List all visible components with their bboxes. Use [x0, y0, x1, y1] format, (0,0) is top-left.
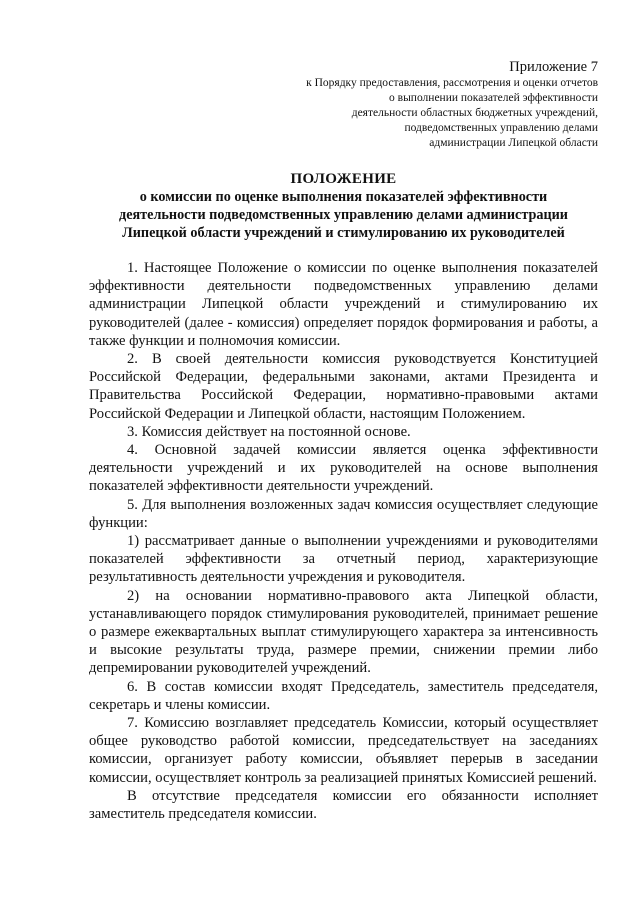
appendix-line: подведомственных управлению делами: [404, 122, 598, 134]
paragraph: 1. Настоящее Положение о комиссии по оценке выполнения показателей эффективности деятельности подведомственных управлению делами администрации Липецкой области учреждений и стимулированию их руководителей (далее - комиссия) определяет порядок формирования и работы, а также функции и полномочия комиссии.: [89, 260, 598, 349]
paragraph: 3. Комиссия действует на постоянной основе.: [127, 423, 411, 440]
paragraph: 5. Для выполнения возложенных задач комиссия осуществляет следующие функции:: [89, 496, 598, 531]
appendix-line: деятельности областных бюджетных учреждений,: [351, 107, 598, 119]
paragraph: В отсутствие председателя комиссии его обязанности исполняет заместитель председателя комиссии.: [89, 787, 598, 823]
document-subtitle-line: о комиссии по оценке выполнения показателей эффективности: [139, 189, 548, 205]
appendix-title: Приложение 7: [509, 59, 598, 75]
document-body: [89, 259, 598, 823]
paragraph: 7. Комиссию возглавляет председатель Комиссии, который осуществляет общее руководство работой комиссии, председательствует на заседаниях комиссии, организует работу комиссии, объявляет перерыв в заседании комиссии, осуществляет контроль за реализацией принятых Комиссией решений.: [89, 715, 598, 786]
document-heading: [89, 170, 598, 242]
paragraph: 4. Основной задачей комиссии является оценка эффективности деятельности учреждений и их руководителей на основе выполнения показателей эффективности деятельности учреждений.: [89, 442, 598, 495]
paragraph: 2. В своей деятельности комиссия руководствуется Конституцией Российской Федерации, федеральными законами, актами Президента и Правительства Российской Федерации, нормативно-правовыми актами Российской Федерации и Липецкой области, настоящим Положением.: [89, 351, 598, 422]
appendix-line: о выполнении показателей эффективности: [389, 92, 598, 104]
document-subtitle-line: Липецкой области учреждений и стимулированию их руководителей: [122, 225, 565, 241]
paragraph: 1) рассматривает данные о выполнении учреждениями и руководителями показателей эффективности за отчетный период, характеризующие результативность деятельности учреждения и руководителя.: [89, 533, 598, 586]
appendix-line: администрации Липецкой области: [429, 137, 598, 149]
document-subtitle-line: деятельности подведомственных управлению делами администрации: [119, 207, 568, 223]
paragraph: 2) на основании нормативно-правового акта Липецкой области, устанавливающего порядок стимулирования руководителей, принимает решение о размере ежеквартальных выплат стимулирующего характера за интенсивность и высокие результаты труда, размере премии, снижении премии либо депремировании руководителей учреждений.: [89, 587, 598, 677]
appendix-line: к Порядку предоставления, рассмотрения и оценки отчетов: [306, 77, 598, 89]
appendix-block: [89, 58, 598, 151]
paragraph: 6. В состав комиссии входят Председатель, заместитель председателя, секретарь и члены комиссии.: [89, 678, 598, 713]
document-title: ПОЛОЖЕНИЕ: [290, 171, 397, 187]
